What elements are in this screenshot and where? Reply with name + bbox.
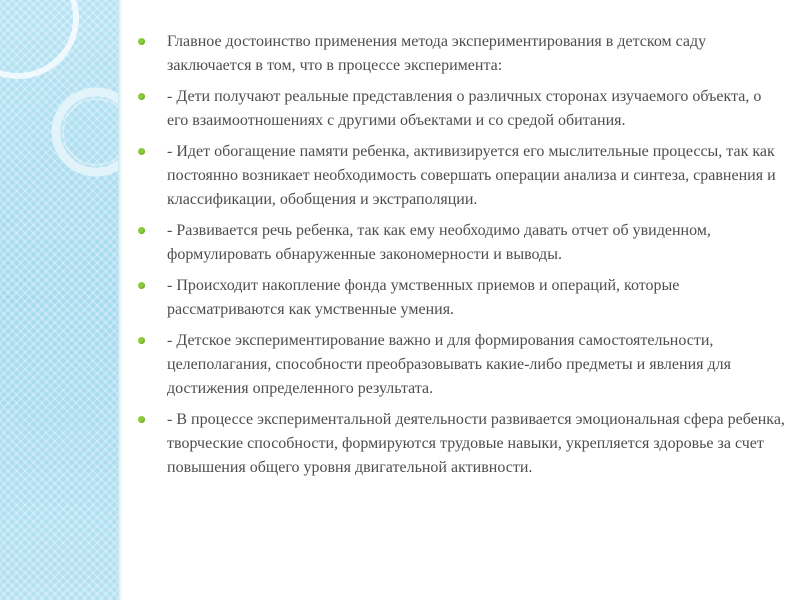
ring-middle-inner xyxy=(63,99,118,165)
bullet-item xyxy=(135,329,785,401)
bullet-icon xyxy=(138,282,145,289)
bullet-icon xyxy=(138,227,145,234)
bullet-text: - Развивается речь ребенка, так как ему необходимо давать отчет об увиденном, формулировать обнаруженные закономерности и выводы. xyxy=(167,222,711,263)
bullet-item xyxy=(135,30,785,78)
bullet-icon xyxy=(138,38,145,45)
bullet-text: - Дети получают реальные представления о различных сторонах изучаемого объекта, о его взаимоотношениях с другими объектами и со средой обитания. xyxy=(167,88,762,129)
decorative-rings xyxy=(0,0,118,600)
bullet-item xyxy=(135,408,785,480)
panel-divider xyxy=(118,0,122,600)
bullet-text: - Происходит накопление фонда умственных приемов и операций, которые рассматриваются как умственные умения. xyxy=(167,277,680,318)
slide-content xyxy=(135,30,785,487)
bullet-icon xyxy=(138,416,145,423)
bullet-text: - В процессе экспериментальной деятельности развивается эмоциональная сфера ребенка, творческие способности, формируются трудовые навыки, укрепляется здоровье за счет повышения общего уровня двигательной активности. xyxy=(167,411,785,476)
bullet-text: Главное достоинство применения метода экспериментирования в детском саду заключается в том, что в процессе эксперимента: xyxy=(167,33,707,74)
bullet-icon xyxy=(138,148,145,155)
bullet-icon xyxy=(138,337,145,344)
bullet-text: - Детское экспериментирование важно и для формирования самостоятельности, целеполагания, способности преобразовывать какие-либо предметы и явления для достижения определенного результата. xyxy=(167,332,731,397)
bullet-item xyxy=(135,274,785,322)
bullet-text: - Идет обогащение памяти ребенка, активизируется его мыслительные процессы, так как постоянно возникает необходимость совершать операции анализа и синтеза, сравнения и классификации, обобщения и экстраполяции. xyxy=(167,143,776,208)
bullet-item xyxy=(135,85,785,133)
ring-top xyxy=(0,0,76,76)
bullet-item xyxy=(135,219,785,267)
bullet-item xyxy=(135,140,785,212)
decorative-side-panel xyxy=(0,0,118,600)
bullet-icon xyxy=(138,93,145,100)
ring-middle xyxy=(56,92,118,172)
